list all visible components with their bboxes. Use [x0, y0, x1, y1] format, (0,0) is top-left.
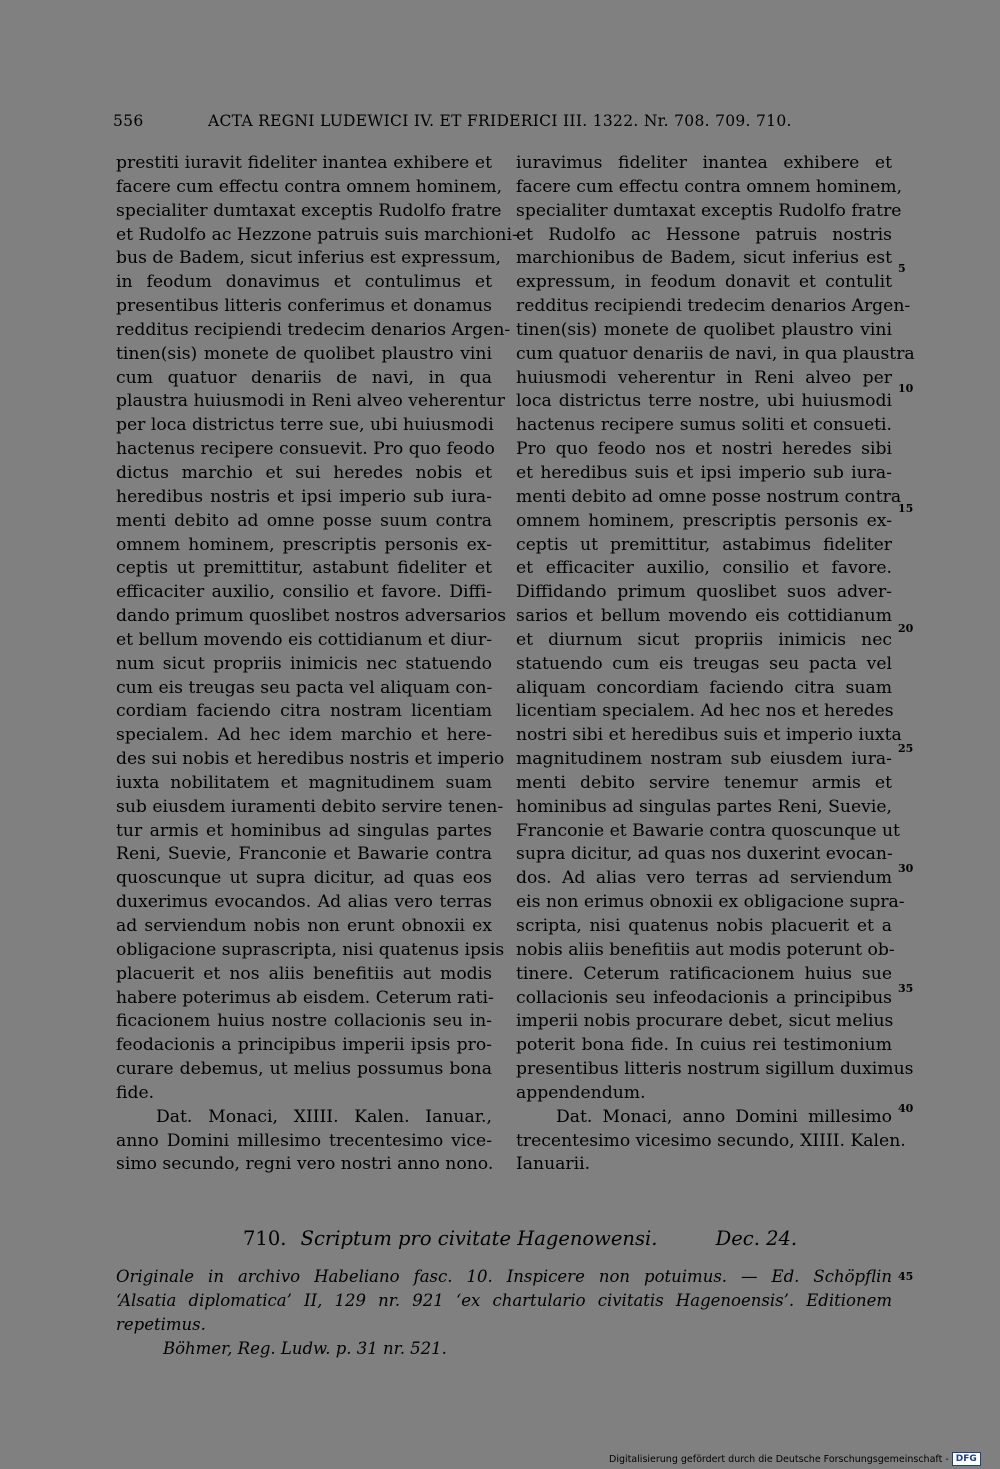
text-line: et efficaciter auxilio, consilio et favore. [516, 558, 892, 579]
text-line: Franconie et Bawarie contra quoscunque ut [516, 820, 900, 841]
text-line: in feodum donavimus et contulimus et [116, 272, 492, 293]
text-line: statuendo cum eis treugas seu pacta vel [516, 653, 892, 674]
text-line: ceptis ut premittitur, astabimus fideliter [516, 534, 892, 555]
document-number: 710. [243, 1227, 287, 1250]
line-number: 15 [898, 502, 914, 515]
line-number: 45 [898, 1270, 914, 1283]
line-number: 35 [898, 982, 914, 995]
text-line: tinen(sis) monete de quolibet plaustro vini [116, 343, 492, 364]
text-line: hactenus recipere sumus soliti et consueti. [516, 415, 892, 436]
text-line: marchionibus de Badem, sicut inferius est [516, 248, 892, 269]
text-line: Diffidando primum quoslibet suos adver- [516, 582, 892, 603]
text-line: dictus marchio et sui heredes nobis et [116, 462, 492, 483]
text-line: facere cum effectu contra omnem hominem, [516, 176, 903, 197]
text-line: habere poterimus ab eisdem. Ceterum rati- [116, 987, 494, 1008]
text-line: obligacione suprascripta, nisi quatenus ipsis [116, 939, 505, 960]
text-line: et Rudolfo ac Hezzone patruis suis marchioni- [116, 224, 518, 245]
document-date: Dec. 24. [715, 1227, 798, 1250]
text-line: bus de Badem, sicut inferius est expressum, [116, 248, 501, 269]
page-number: 556 [113, 112, 144, 130]
text-line: appendendum. [516, 1082, 646, 1103]
source-note-line: ‘Alsatia diplomatica’ II, 129 nr. 921 ‘ex chartulario civitatis Hagenoensis’. Editionem [116, 1291, 892, 1310]
text-line: menti debito ad omne posse nostrum contra [516, 486, 902, 507]
text-line: des sui nobis et heredibus nostris et imperio [116, 749, 505, 770]
text-line: cordiam faciendo citra nostram licentiam [116, 701, 492, 722]
dfg-logo: DFG [952, 1452, 981, 1466]
document-heading [243, 1227, 797, 1250]
text-line: presentibus litteris conferimus et donamus [116, 296, 492, 317]
text-line: anno Domini millesimo trecentesimo vice- [116, 1130, 492, 1151]
text-line: huiusmodi veherentur in Reni alveo per [516, 367, 892, 388]
text-line: tur armis et hominibus ad singulas partes [116, 820, 492, 841]
text-line: licentiam specialem. Ad hec nos et heredes [516, 701, 894, 722]
line-number: 20 [898, 622, 914, 635]
text-line: Pro quo feodo nos et nostri heredes sibi [516, 439, 892, 460]
running-header [113, 112, 893, 136]
text-line: collacionis seu infeodacionis a principibus [516, 987, 892, 1008]
text-line: omnem hominem, prescriptis personis ex- [516, 510, 892, 531]
text-line: et Rudolfo ac Hessone patruis nostris [516, 224, 892, 245]
text-line: facere cum effectu contra omnem hominem, [116, 176, 503, 197]
text-line: redditus recipiendi tredecim denarios Argen- [516, 296, 911, 317]
text-line: cum eis treugas seu pacta vel aliquam con- [116, 677, 493, 698]
source-note [116, 1265, 892, 1337]
text-line: poterit bona fide. In cuius rei testimonium [516, 1035, 892, 1056]
source-note-line: Originale in archivo Habeliano fasc. 10. Inspicere non potuimus. — Ed. Schöpflin [116, 1267, 892, 1286]
text-line: loca districtus terre nostre, ubi huiusmodi [516, 391, 892, 412]
line-number: 5 [898, 262, 906, 275]
line-number: 10 [898, 382, 914, 395]
line-number: 25 [898, 742, 914, 755]
text-line: presentibus litteris nostrum sigillum duximus [516, 1059, 914, 1080]
text-line: supra dicitur, ad quas nos duxerint evocan- [516, 844, 893, 865]
text-line: ceptis ut premittitur, astabunt fideliter et [116, 558, 492, 579]
text-line: feodacionis a principibus imperii ipsis pro- [116, 1035, 492, 1056]
text-line: omnem hominem, prescriptis personis ex- [116, 534, 492, 555]
text-line: num sicut propriis inimicis nec statuendo [116, 653, 492, 674]
text-line: menti debito ad omne posse suum contra [116, 510, 492, 531]
text-line: Dat. Monaci, anno Domini millesimo [556, 1106, 892, 1127]
text-line: expressum, in feodum donavit et contulit [516, 272, 892, 293]
source-note-line: repetimus. [116, 1315, 206, 1334]
text-line: duxerimus evocandos. Ad alias vero terras [116, 892, 492, 913]
text-line: aliquam concordiam faciendo citra suam [516, 677, 892, 698]
text-line: fide. [116, 1082, 155, 1103]
text-line: menti debito servire tenemur armis et [516, 772, 892, 793]
text-line: per loca districtus terre sue, ubi huiusmodi [116, 415, 494, 436]
text-line: hactenus recipere consuevit. Pro quo feodo [116, 439, 495, 460]
text-line: eis non erimus obnoxii ex obligacione supra- [516, 892, 905, 913]
text-line: hominibus ad singulas partes Reni, Suevie, [516, 796, 892, 817]
regest-reference: Böhmer, Reg. Ludw. p. 31 nr. 521. [163, 1339, 447, 1358]
text-line: scripta, nisi quatenus nobis placuerit et a [516, 916, 892, 936]
text-line: nostri sibi et heredibus suis et imperio iuxta [516, 725, 902, 746]
text-line: simo secundo, regni vero nostri anno nono. [116, 1154, 494, 1175]
text-line: cum quatuor denariis de navi, in qua plaustra [516, 343, 915, 364]
text-line: Ianuarii. [516, 1154, 591, 1175]
text-line: curare debemus, ut melius possumus bona [116, 1059, 492, 1080]
text-line: quoscunque ut supra dicitur, ad quas eos [116, 868, 492, 889]
text-line: Reni, Suevie, Franconie et Bawarie contra [116, 844, 492, 865]
text-line: Dat. Monaci, XIIII. Kalen. Ianuar., [156, 1106, 492, 1127]
text-line: plaustra huiusmodi in Reni alveo veherentur [116, 391, 505, 412]
text-line: efficaciter auxilio, consilio et favore. Diffi- [116, 582, 492, 603]
text-line: iuxta nobilitatem et magnitudinem suam [116, 772, 492, 793]
text-line: et diurnum sicut propriis inimicis nec [516, 629, 892, 650]
text-line: trecentesimo vicesimo secundo, XIIII. Kalen. [516, 1130, 906, 1151]
running-title: ACTA REGNI LUDEWICI IV. ET FRIDERICI III. 1322. Nr. 708. 709. 710. [208, 112, 792, 130]
text-line: prestiti iuravit fideliter inantea exhibere et [116, 153, 492, 173]
text-line: imperii nobis procurare debet, sicut melius [516, 1011, 894, 1032]
text-line: tinen(sis) monete de quolibet plaustro vini [516, 319, 892, 340]
text-line: sub eiusdem iuramenti debito servire tenen- [116, 796, 504, 817]
text-line: et bellum movendo eis cottidianum et diur- [116, 629, 492, 650]
line-number: 40 [898, 1102, 914, 1115]
left-text-column [116, 152, 518, 1177]
text-line: specialiter dumtaxat exceptis Rudolfo fratre [516, 200, 902, 221]
text-line: specialiter dumtaxat exceptis Rudolfo fratre [116, 200, 502, 221]
text-line: ficacionem huius nostre collacionis seu in- [116, 1011, 492, 1032]
text-line: cum quatuor denariis de navi, in qua [116, 367, 492, 388]
text-line: specialem. Ad hec idem marchio et here- [116, 725, 492, 746]
text-line: nobis aliis benefitiis aut modis poterunt ob- [516, 939, 895, 960]
text-line: redditus recipiendi tredecim denarios Argen- [116, 319, 511, 340]
text-line: tinere. Ceterum ratificacionem huius sue [516, 963, 892, 984]
text-line: magnitudinem nostram sub eiusdem iura- [516, 749, 892, 770]
text-line: heredibus nostris et ipsi imperio sub iura- [116, 486, 492, 507]
text-line: sarios et bellum movendo eis cottidianum [516, 606, 892, 627]
text-line: dando primum quoslibet nostros adversarios [116, 606, 507, 627]
funding-text: Digitalisierung gefördert durch die Deutsche Forschungsgemeinschaft - [609, 1453, 949, 1465]
text-line: ad serviendum nobis non erunt obnoxii ex [116, 916, 492, 936]
text-line: iuravimus fideliter inantea exhibere et [516, 153, 892, 173]
text-line: placuerit et nos aliis benefitiis aut modis [116, 963, 492, 984]
funding-footer [609, 1451, 981, 1467]
text-line: dos. Ad alias vero terras ad serviendum [516, 868, 892, 889]
document-title: Scriptum pro civitate Hagenowensi. [300, 1227, 658, 1250]
text-line: et heredibus suis et ipsi imperio sub iura- [516, 462, 892, 483]
line-number: 30 [898, 862, 914, 875]
